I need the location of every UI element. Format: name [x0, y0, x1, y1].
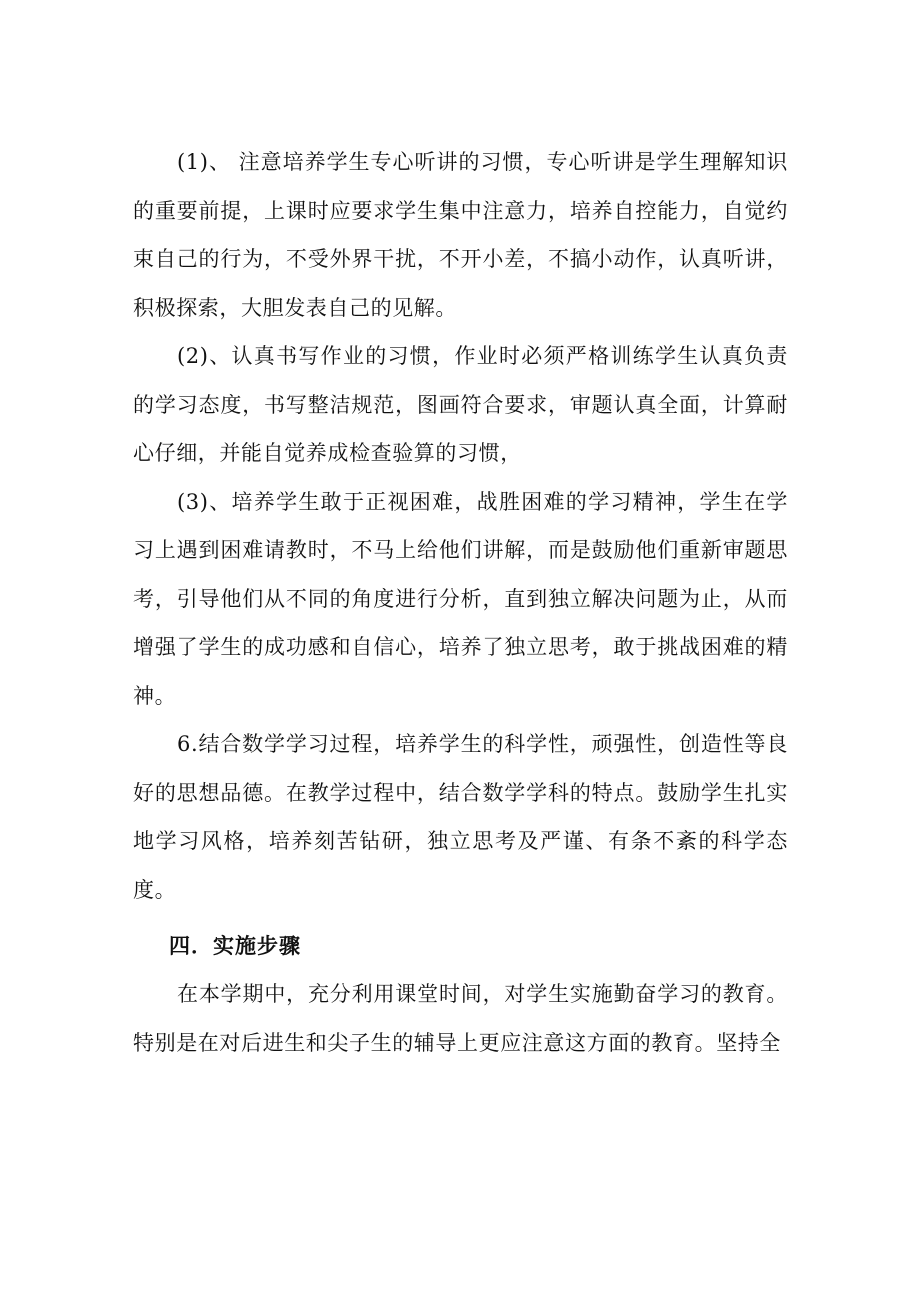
paragraph-moral-quality: 6.结合数学学习过程，培养学生的科学性，顽强性，创造性等良好的思想品德。在教学过程中，结合数学学科的特点。鼓励学生扎实地学习风格，培养刻苦钻研，独立思考及严谨、有条不紊的科学态度。: [133, 732, 788, 902]
section-heading-implementation-steps: 四．实施步骤: [169, 934, 301, 958]
paragraph-listening-habit: (1)、 注意培养学生专心听讲的习惯，专心听讲是学生理解知识的重要前提，上课时应要求学生集中注意力，培养自控能力，自觉约束自己的行为，不受外界干扰，不开小差，不搞小动作，认真听讲，积极探索，大胆发表自己的见解。: [133, 150, 788, 320]
paragraph-homework-habit: (2)、认真书写作业的习惯，作业时必须严格训练学生认真负责的学习态度，书写整洁规范，图画符合要求，审题认真全面，计算耐心仔细，并能自觉养成检查验算的习惯，: [133, 344, 788, 465]
document-body: [133, 138, 788, 1067]
paragraph-facing-difficulty: (3)、培养学生敢于正视困难，战胜困难的学习精神，学生在学习上遇到困难请教时，不马上给他们讲解，而是鼓励他们重新审题思考，引导他们从不同的角度进行分析，直到独立解决问题为止，从而增强了学生的成功感和自信心，培养了独立思考，敢于挑战困难的精神。: [133, 489, 788, 708]
paragraph-semester-plan: 在本学期中，充分利用课堂时间，对学生实施勤奋学习的教育。特别是在对后进生和尖子生的辅导上更应注意这方面的教育。坚持全: [133, 982, 788, 1055]
